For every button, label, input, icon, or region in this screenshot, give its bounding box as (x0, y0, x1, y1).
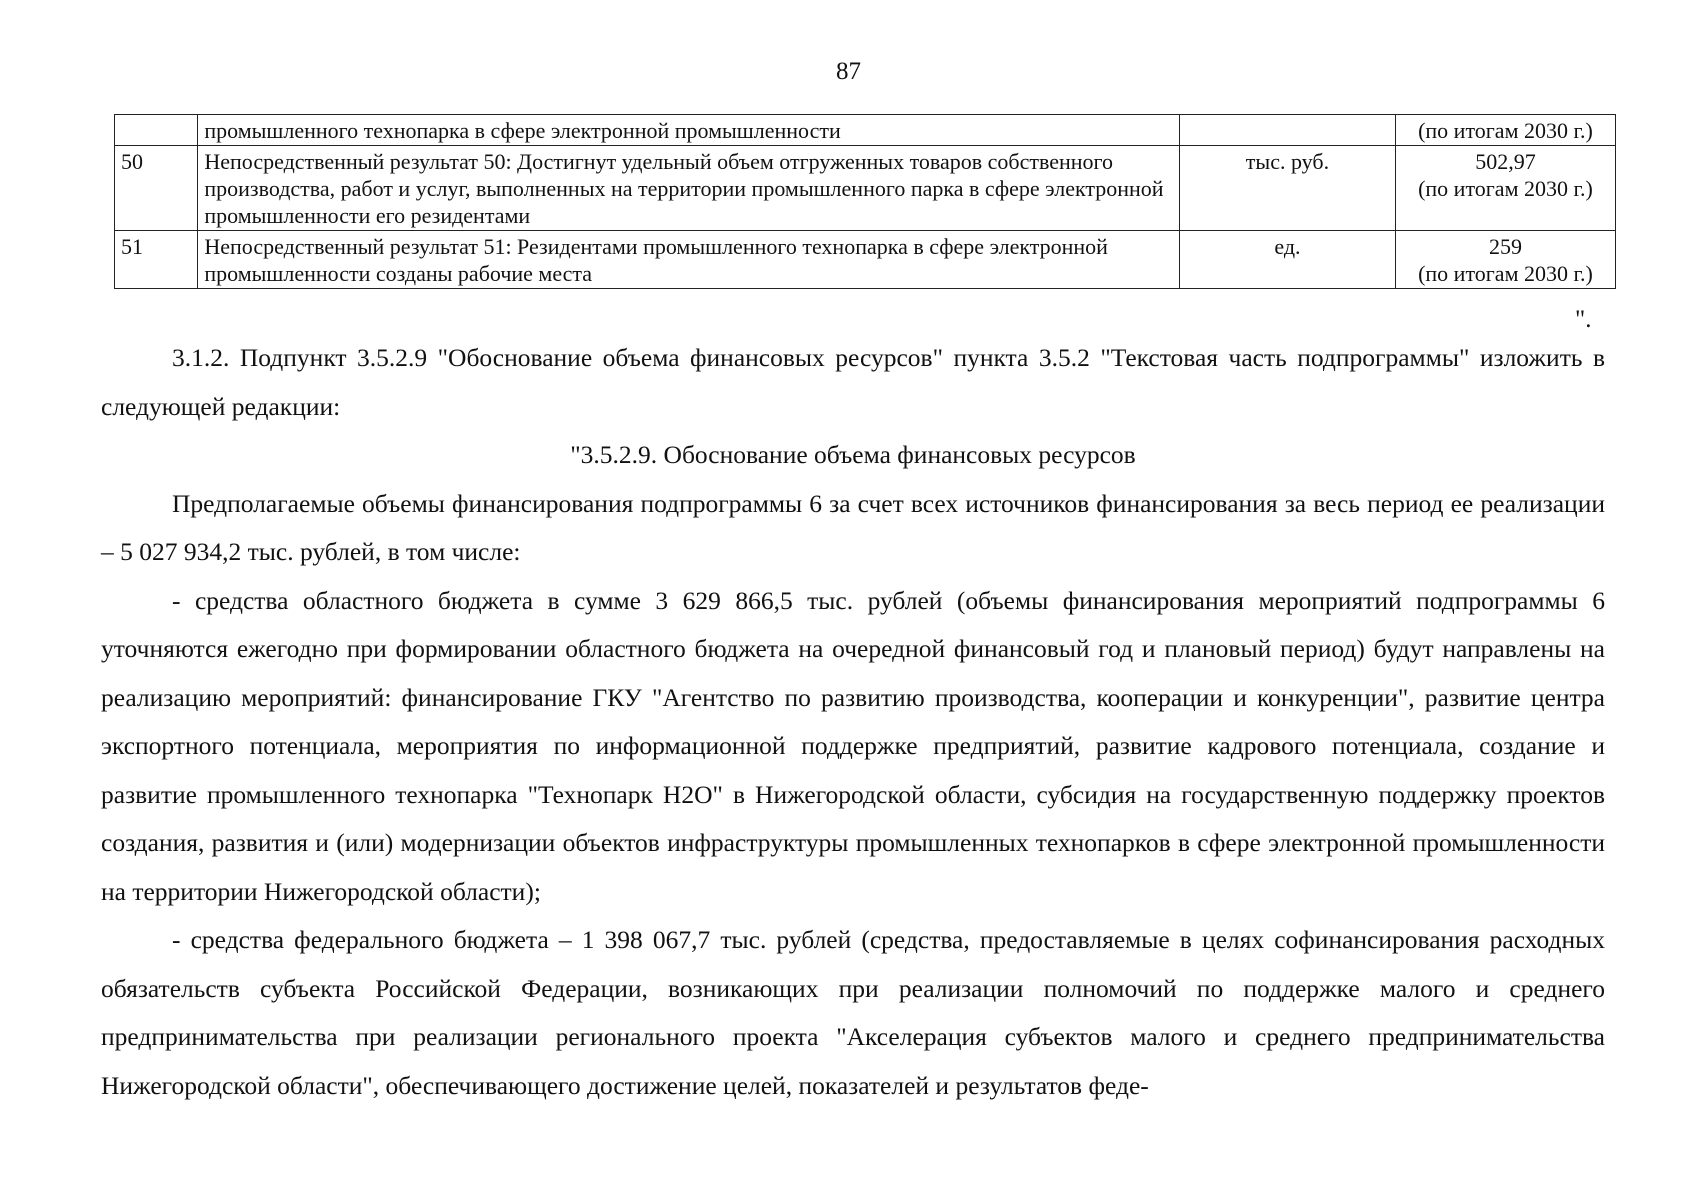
row-description: промышленного технопарка в сфере электронной промышленности (198, 115, 1180, 146)
results-table (114, 114, 1616, 289)
paragraph-regional-budget: - средства областного бюджета в сумме 3 629 866,5 тыс. рублей (объемы финансирования мероприятий подпрограммы 6 уточняются ежегодно при формировании областного бюджета на очередной финансовый год и плановый период) будут направлены на реализацию мероприятий: финансирование ГКУ "Агентство по развитию производства, кооперации и конкуренции", развитие центра экспортного потенциала, мероприятия по информационной поддержке предприятий, развитие кадрового потенциала, создание и развитие промышленного технопарка "Технопарк Н2О" в Нижегородской области, субсидия на государственную поддержку проектов создания, развития и (или) модернизации объектов инфраструктуры промышленных технопарков в сфере электронной промышленности на территории Нижегородской области); (101, 585, 1605, 906)
paragraph-federal-budget: - средства федерального бюджета – 1 398 067,7 тыс. рублей (средства, предоставляемые в целях софинансирования расходных обязательств субъекта Российской Федерации, возникающих при реализации полномочий по поддержке малого и среднего предпринимательства при реализации регионального проекта "Акселерация субъектов малого и среднего предпринимательства Нижегородской области", обеспечивающего достижение целей, показателей и результатов феде- (101, 925, 1605, 1100)
row-number: 50 (115, 146, 198, 231)
row-number: 51 (115, 231, 198, 289)
closing-quote: ". (1575, 306, 1592, 333)
row-description: Непосредственный результат 50: Достигнут удельный объем отгруженных товаров собственного производства, работ и услуг, выполненных на территории промышленного парка в сфере электронной промышленности его резидентами (198, 146, 1180, 231)
row-note: (по итогам 2030 г.) (1418, 118, 1593, 143)
document-body (101, 334, 1605, 1110)
paragraph-amendment: 3.1.2. Подпункт 3.5.2.9 "Обоснование объема финансовых ресурсов" пункта 3.5.2 "Текстовая часть подпрограммы" изложить в следующей редакции: (101, 343, 1605, 421)
row-unit: ед. (1179, 231, 1395, 289)
row-note: (по итогам 2030 г.) (1418, 261, 1593, 286)
table-row (115, 231, 1616, 289)
row-value: 502,97 (1475, 149, 1536, 174)
row-value-cell (1395, 115, 1615, 146)
table-row (115, 115, 1616, 146)
section-heading: "3.5.2.9. Обоснование объема финансовых ресурсов (570, 440, 1136, 469)
row-value-cell (1395, 231, 1615, 289)
row-number (115, 115, 198, 146)
row-value-cell (1395, 146, 1615, 231)
page-number: 87 (836, 58, 861, 85)
paragraph-total-funding: Предполагаемые объемы финансирования подпрограммы 6 за счет всех источников финансирования за весь период ее реализации – 5 027 934,2 тыс. рублей, в том числе: (101, 488, 1605, 566)
table-row (115, 146, 1616, 231)
row-unit: тыс. руб. (1179, 146, 1395, 231)
row-note: (по итогам 2030 г.) (1418, 176, 1593, 201)
row-unit (1179, 115, 1395, 146)
row-description: Непосредственный результат 51: Резидентами промышленного технопарка в сфере электронной промышленности созданы рабочие места (198, 231, 1180, 289)
row-value: 259 (1488, 234, 1522, 259)
